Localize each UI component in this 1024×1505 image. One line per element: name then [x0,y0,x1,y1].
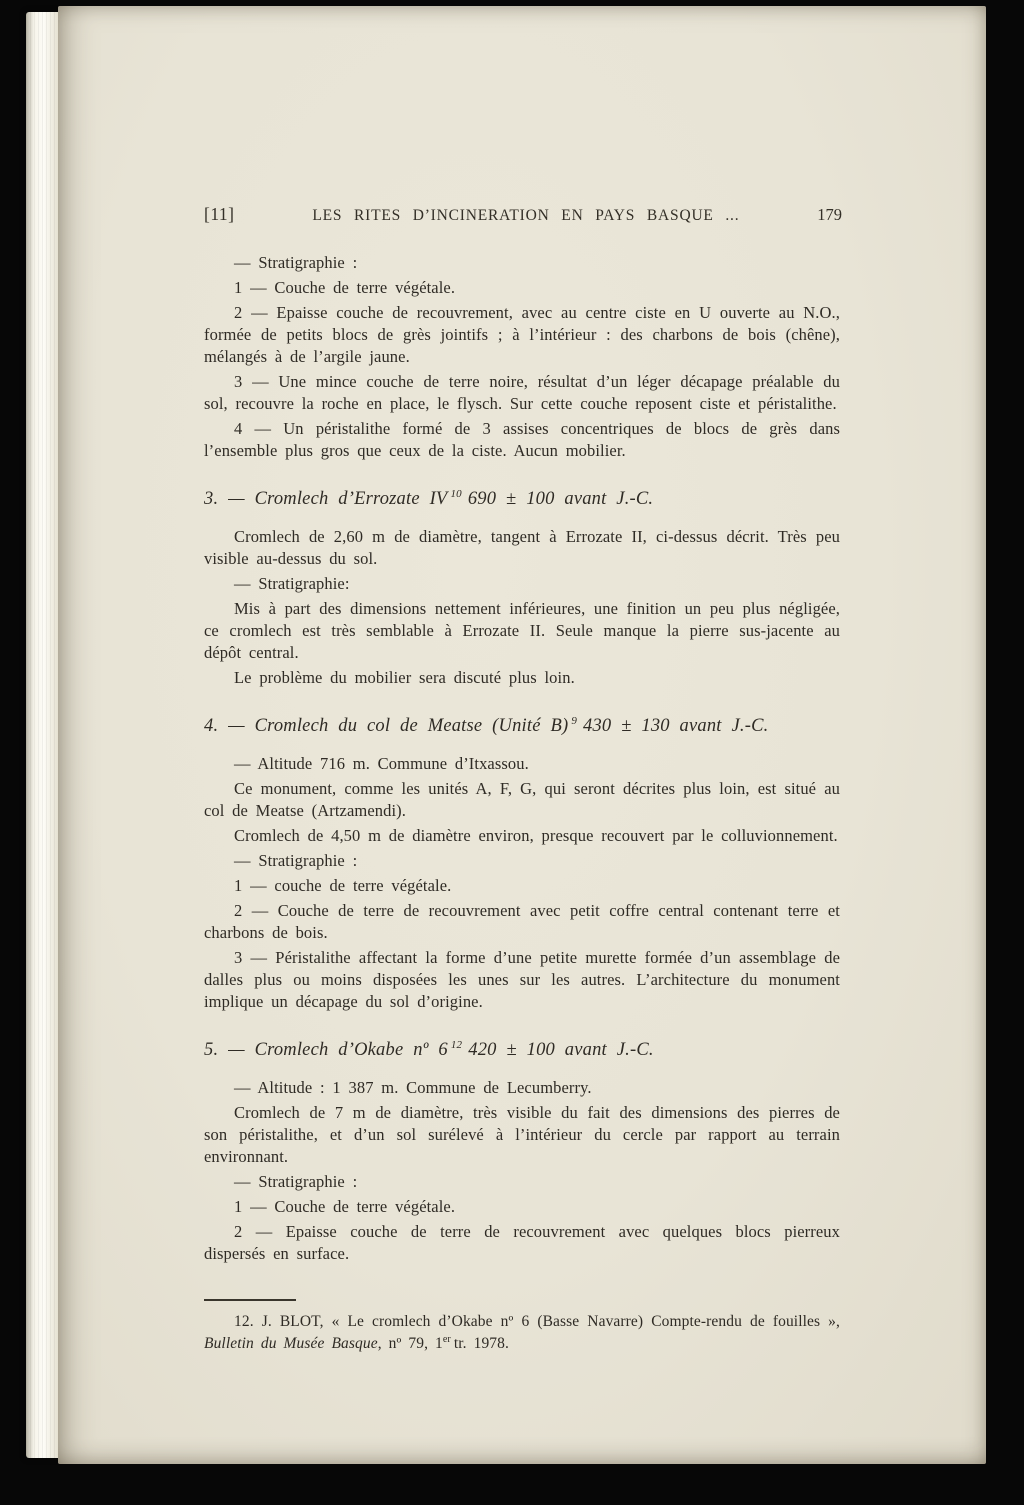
paragraph-layer-4: 4 — Un péristalithe formé de 3 assises concentriques de blocs de grès dans l’ensemble plus gros que ceux de la ciste. Aucun mobilier. [204,419,840,460]
paragraph-altitude: — Altitude 716 m. Commune d’Itxassou. [234,754,529,773]
footnote-rule [204,1299,296,1301]
heading-text: 5. — Cromlech d’Okabe nº 6 [204,1040,448,1060]
running-header [204,204,842,225]
footnote-text: 12. J. BLOT, « Le cromlech d’Okabe nº 6 (Basse Navarre) Compte-rendu de fouilles », [234,1313,840,1330]
paragraph-layer-1: 1 — couche de terre végétale. [234,876,452,895]
paragraph: Ce monument, comme les unités A, F, G, qui seront décrites plus loin, est situé au col de Meatse (Artzamendi). [204,779,840,820]
heading-dating: 430 ± 130 avant J.-C. [583,716,769,736]
paragraph: Cromlech de 4,50 m de diamètre environ, presque recouvert par le colluvionnement. [234,826,838,845]
paragraph: Le problème du mobilier sera discuté plus loin. [234,668,575,687]
ordinal-superscript: er [442,1333,451,1345]
paragraph-layer-2: 2 — Epaisse couche de terre de recouvrement avec quelques blocs pierreux dispersés en surface. [204,1222,840,1263]
section-heading-errozate-iv [204,488,840,511]
book-gutter-page-edges [26,12,58,1458]
paragraph-stratigraphie: — Stratigraphie : [234,1172,358,1191]
heading-text: 3. — Cromlech d’Errozate IV [204,489,448,509]
paragraph-layer-2: 2 — Couche de terre de recouvrement avec petit coffre central contenant terre et charbons de bois. [204,901,840,942]
footnote-12 [204,1311,840,1355]
heading-dating: 420 ± 100 avant J.-C. [468,1040,654,1060]
paragraph-layer-1: 1 — Couche de terre végétale. [234,1197,456,1216]
footnote-text: tr. 1978. [453,1335,509,1352]
paragraph-altitude: — Altitude : 1 387 m. Commune de Lecumberry. [234,1078,592,1097]
heading-dating: 690 ± 100 avant J.-C. [467,489,654,509]
paragraph-stratigraphie: — Stratigraphie : [234,253,358,272]
paragraph: Cromlech de 2,60 m de diamètre, tangent à Errozate II, ci-dessus décrit. Très peu visible au-dessus du sol. [204,527,840,568]
paragraph-layer-3: 3 — Péristalithe affectant la forme d’une petite murette formée d’un assemblage de dalles plus ou moins disposées les unes sur les autres. L’architecture du monument implique un décapage du sol d’origine. [204,948,840,1011]
section-heading-okabe [204,1039,840,1062]
running-title: LES RITES D’INCINERATION EN PAYS BASQUE ... [312,207,740,224]
paragraph: Cromlech de 7 m de diamètre, très visible du fait des dimensions des pierres de son péristalithe, et d’un sol surélevé à l’intérieur du cercle par rapport au terrain environnant. [204,1103,840,1166]
footnote-text: , nº 79, 1 [377,1335,443,1352]
paragraph: Mis à part des dimensions nettement inférieures, une finition un peu plus négligée, ce cromlech est très semblable à Errozate II. Seule manque la pierre sus-jacente au dépôt central. [204,599,840,662]
footnote-reference: 12 [450,1038,463,1051]
section-heading-meatse [204,715,840,738]
paragraph-stratigraphie: — Stratigraphie : [234,851,358,870]
paragraph-layer-2: 2 — Epaisse couche de recouvrement, avec au centre ciste en U ouverte au N.O., formée de petits blocs de grès jointifs ; à l’intérieur : des charbons de bois (chêne), mélangés à de l’argile jaune. [204,303,840,366]
footnote-reference: 10 [450,487,462,500]
footnote-block [204,1299,840,1355]
paragraph-layer-3: 3 — Une mince couche de terre noire, résultat d’un léger décapage préalable du sol, recouvre la roche en place, le flysch. Sur cette couche reposent ciste et péristalithe. [204,372,840,413]
footnote-journal-title: Bulletin du Musée Basque [204,1335,378,1352]
chapter-marker: [11] [204,204,235,224]
paragraph-layer-1: 1 — Couche de terre végétale. [234,278,456,297]
heading-text: 4. — Cromlech du col de Meatse (Unité B) [204,716,569,736]
text-block [204,252,840,1355]
footnote-reference: 9 [571,714,578,727]
page-number: 179 [817,205,842,224]
page [58,6,986,1464]
paragraph-stratigraphie: — Stratigraphie: [234,574,350,593]
